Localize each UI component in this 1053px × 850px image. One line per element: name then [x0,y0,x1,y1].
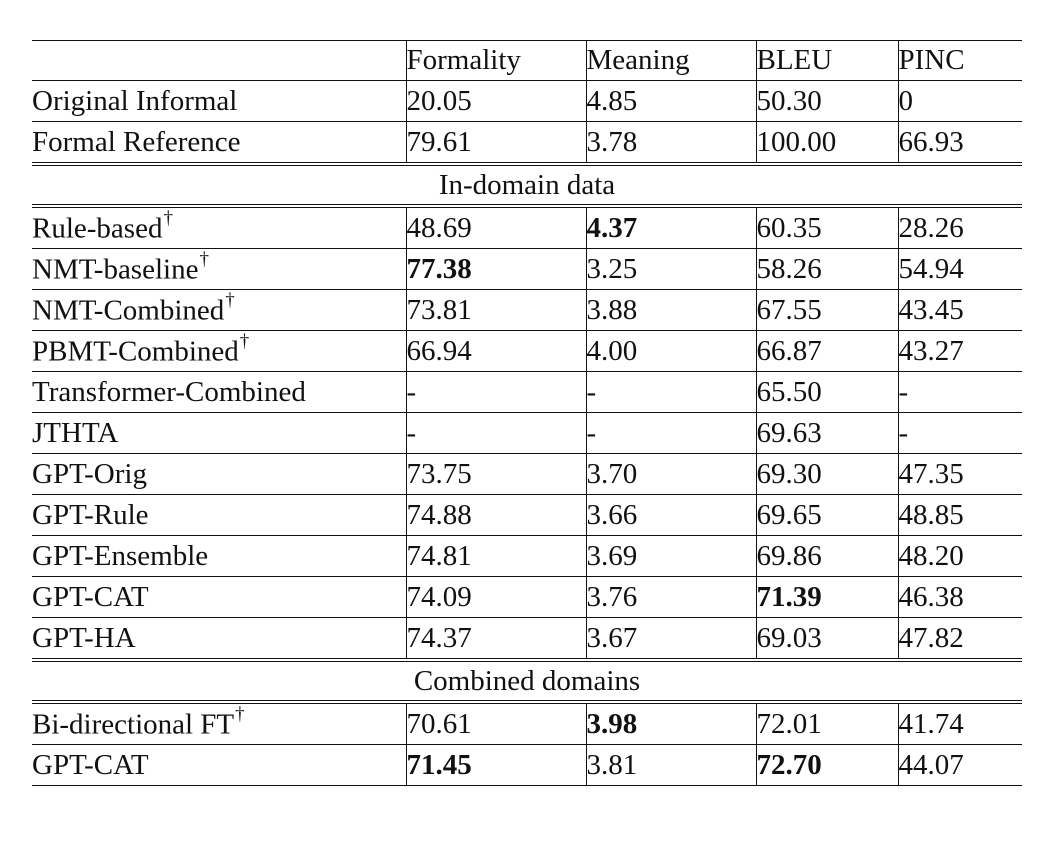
bleu-value: 71.39 [756,580,822,613]
formality-cell [406,249,586,290]
pinc-value: 46.38 [898,580,964,613]
formality-value: 73.75 [406,457,472,490]
formality-cell [406,372,586,413]
method-name-cell [32,413,406,454]
bleu-cell [756,81,898,122]
method-name: Rule-based [32,212,163,245]
method-name: GPT-CAT [32,580,149,613]
formality-value: 74.09 [406,580,472,613]
dagger-mark: † [239,331,250,353]
formality-value: 74.37 [406,621,472,654]
bleu-cell [756,454,898,495]
method-name-cell [32,331,406,372]
pinc-cell [898,536,1022,577]
formality-cell [406,331,586,372]
pinc-value: 48.85 [898,498,964,531]
formality-value: 70.61 [406,707,472,740]
bleu-value: 50.30 [756,84,822,117]
bleu-value: 69.65 [756,498,822,531]
method-name: GPT-Orig [32,457,147,490]
meaning-value: 3.67 [586,621,638,654]
formality-value: 48.69 [406,211,472,244]
meaning-value: 4.37 [586,211,638,244]
method-name-cell [32,122,406,165]
result-row [32,577,1022,618]
bleu-value: 100.00 [756,125,837,158]
bleu-cell [756,577,898,618]
formality-value: 74.88 [406,498,472,531]
reference-row [32,122,1022,165]
pinc-value: 47.35 [898,457,964,490]
method-name: JTHTA [32,416,119,449]
formality-value: 73.81 [406,293,472,326]
meaning-cell [586,702,756,745]
dagger-mark: † [199,249,209,271]
pinc-cell [898,454,1022,495]
formality-cell [406,81,586,122]
formality-cell [406,206,586,249]
method-name-cell [32,495,406,536]
result-row [32,536,1022,577]
pinc-value: - [898,416,909,449]
bleu-value: 67.55 [756,293,822,326]
method-name-cell [32,702,406,745]
meaning-cell [586,618,756,661]
pinc-value: 43.45 [898,293,964,326]
bleu-cell [756,413,898,454]
method-name-cell [32,81,406,122]
pinc-value: 0 [898,84,913,117]
formality-cell [406,290,586,331]
method-name: GPT-CAT [32,748,149,781]
meaning-value: 3.69 [586,539,638,572]
pinc-cell [898,702,1022,745]
meaning-value: 4.00 [586,334,638,367]
method-name-cell [32,618,406,661]
formality-cell [406,577,586,618]
pinc-cell [898,122,1022,165]
meaning-cell [586,81,756,122]
meaning-cell [586,122,756,165]
formality-cell [406,702,586,745]
formality-cell [406,536,586,577]
result-row [32,372,1022,413]
pinc-cell [898,413,1022,454]
formality-value: 79.61 [406,125,472,158]
meaning-value: 3.76 [586,580,638,613]
meaning-value: 3.98 [586,707,638,740]
formality-value: 20.05 [406,84,472,117]
method-name: NMT-Combined [32,294,225,327]
dagger-mark: † [163,208,173,230]
result-row [32,206,1022,249]
header-cell-formality: Formality [406,41,586,81]
formality-value: 77.38 [406,252,472,285]
meaning-cell [586,206,756,249]
bleu-cell [756,331,898,372]
pinc-cell [898,331,1022,372]
dagger-mark: † [225,290,235,312]
section-title: Combined domains [32,660,1022,702]
meaning-value: 3.25 [586,252,638,285]
meaning-value: - [586,416,597,449]
header-cell-pinc: PINC [898,41,1022,81]
formality-cell [406,618,586,661]
meaning-cell [586,536,756,577]
pinc-value: 66.93 [898,125,964,158]
method-name-cell [32,206,406,249]
bleu-cell [756,536,898,577]
bleu-value: 69.86 [756,539,822,572]
bleu-cell [756,206,898,249]
bleu-cell [756,249,898,290]
formality-cell [406,495,586,536]
pinc-cell [898,81,1022,122]
meaning-cell [586,745,756,786]
pinc-value: 43.27 [898,334,964,367]
pinc-value: - [898,375,909,408]
bleu-cell [756,702,898,745]
section-title: In-domain data [32,164,1022,206]
pinc-value: 48.20 [898,539,964,572]
dagger-mark: † [235,704,245,726]
method-name: GPT-HA [32,621,136,654]
meaning-cell [586,331,756,372]
meaning-cell [586,249,756,290]
method-name-cell [32,290,406,331]
result-row [32,413,1022,454]
formality-value: 66.94 [406,334,472,367]
pinc-value: 47.82 [898,621,964,654]
pinc-cell [898,577,1022,618]
method-name-cell [32,745,406,786]
results-table [32,40,1022,786]
result-row [32,702,1022,745]
bleu-cell [756,122,898,165]
pinc-cell [898,745,1022,786]
formality-value: 71.45 [406,748,472,781]
method-name-cell [32,577,406,618]
table-body [32,81,1022,786]
pinc-value: 44.07 [898,748,964,781]
formality-cell [406,122,586,165]
bleu-value: 69.63 [756,416,822,449]
result-row [32,495,1022,536]
pinc-cell [898,618,1022,661]
formality-cell [406,745,586,786]
pinc-cell [898,372,1022,413]
bleu-value: 58.26 [756,252,822,285]
result-row [32,331,1022,372]
method-name: Bi-directional FT [32,708,235,741]
meaning-value: - [586,375,597,408]
formality-cell [406,454,586,495]
formality-value: - [406,416,417,449]
meaning-cell [586,495,756,536]
meaning-cell [586,372,756,413]
meaning-value: 3.70 [586,457,638,490]
bleu-cell [756,290,898,331]
pinc-cell [898,290,1022,331]
formality-cell [406,413,586,454]
pinc-value: 28.26 [898,211,964,244]
bleu-cell [756,745,898,786]
reference-row [32,81,1022,122]
section-header-row [32,660,1022,702]
bleu-cell [756,372,898,413]
bleu-value: 72.01 [756,707,822,740]
method-name: GPT-Ensemble [32,539,209,572]
meaning-value: 4.85 [586,84,638,117]
meaning-value: 3.78 [586,125,638,158]
method-name-cell [32,454,406,495]
result-row [32,745,1022,786]
header-cell-meaning: Meaning [586,41,756,81]
bleu-value: 66.87 [756,334,822,367]
meaning-value: 3.66 [586,498,638,531]
meaning-value: 3.88 [586,293,638,326]
method-name: PBMT-Combined [32,335,239,368]
pinc-cell [898,206,1022,249]
section-header-row [32,164,1022,206]
result-row [32,618,1022,661]
bleu-value: 69.30 [756,457,822,490]
formality-value: - [406,375,417,408]
method-name: GPT-Rule [32,498,149,531]
method-name: Formal Reference [32,125,241,158]
meaning-cell [586,577,756,618]
method-name-cell [32,372,406,413]
header-cell-bleu: BLEU [756,41,898,81]
meaning-value: 3.81 [586,748,638,781]
result-row [32,249,1022,290]
bleu-value: 60.35 [756,211,822,244]
bleu-value: 65.50 [756,375,822,408]
method-name: Original Informal [32,84,238,117]
meaning-cell [586,413,756,454]
method-name-cell [32,536,406,577]
meaning-cell [586,290,756,331]
result-row [32,454,1022,495]
pinc-cell [898,495,1022,536]
header-cell-method [32,41,406,81]
pinc-cell [898,249,1022,290]
pinc-value: 41.74 [898,707,964,740]
header-row [32,41,1022,81]
method-name-cell [32,249,406,290]
pinc-value: 54.94 [898,252,964,285]
method-name: Transformer-Combined [32,375,306,408]
formality-value: 74.81 [406,539,472,572]
method-name: NMT-baseline [32,253,199,286]
bleu-value: 69.03 [756,621,822,654]
bleu-cell [756,495,898,536]
meaning-cell [586,454,756,495]
bleu-value: 72.70 [756,748,822,781]
bleu-cell [756,618,898,661]
result-row [32,290,1022,331]
